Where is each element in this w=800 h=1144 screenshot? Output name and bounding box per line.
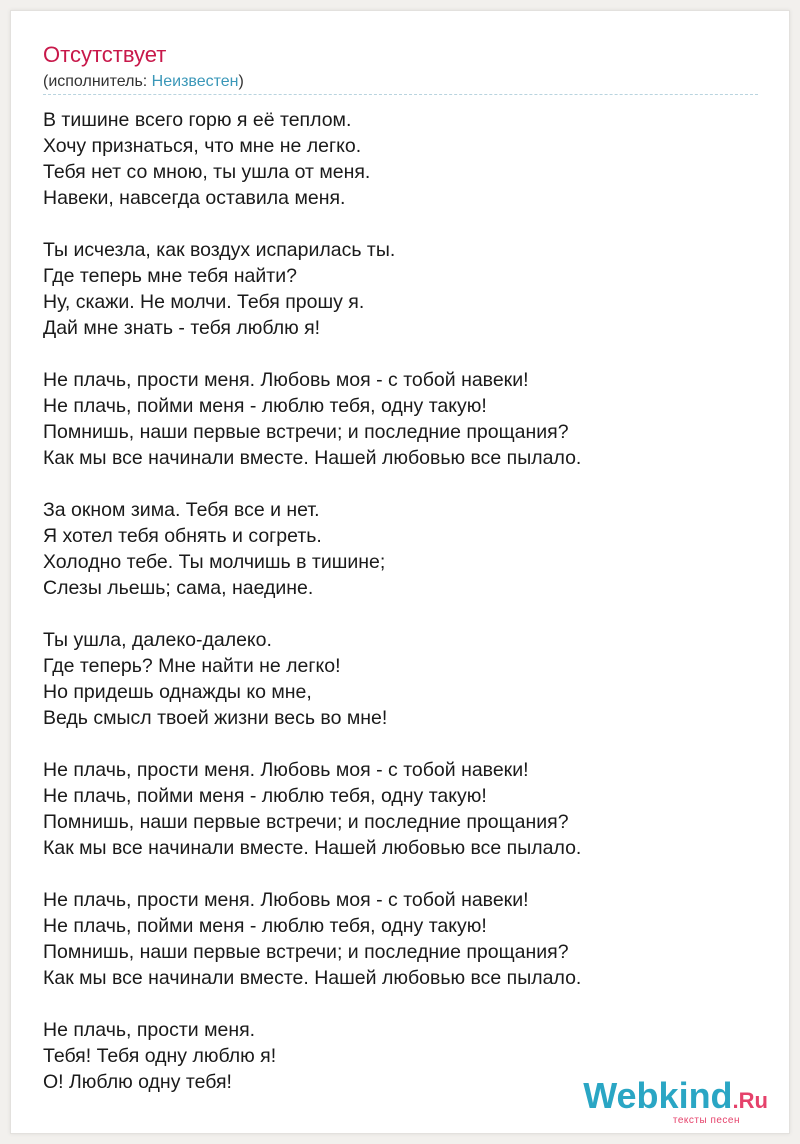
artist-line	[43, 74, 244, 90]
lyric-line: За окном зима. Тебя все и нет.	[43, 499, 320, 521]
lyric-line: Навеки, навсегда оставила меня.	[43, 187, 346, 209]
lyrics-body	[43, 107, 763, 1121]
lyric-line: Помнишь, наши первые встречи; и последние прощания?	[43, 941, 569, 963]
stanza	[43, 497, 763, 601]
lyrics-sheet	[10, 10, 790, 1134]
logo-tld: .Ru	[732, 1088, 768, 1113]
lyric-line: Не плачь, прости меня. Любовь моя - с тобой навеки!	[43, 889, 529, 911]
lyric-line: Помнишь, наши первые встречи; и последние прощания?	[43, 421, 569, 443]
artist-link[interactable]: Неизвестен	[151, 73, 239, 90]
lyric-line: Не плачь, прости меня.	[43, 1019, 256, 1041]
lyric-line: В тишине всего горю я её теплом.	[43, 109, 352, 131]
lyric-line: Ты исчезла, как воздух испарилась ты.	[43, 239, 396, 261]
song-title: Отсутствует	[43, 42, 167, 67]
stanza	[43, 367, 763, 471]
lyric-line: Тебя! Тебя одну люблю я!	[43, 1045, 277, 1067]
lyric-line: Не плачь, пойми меня - люблю тебя, одну такую!	[43, 785, 487, 807]
lyric-line: Как мы все начинали вместе. Нашей любовью все пылало.	[43, 967, 582, 989]
stanza	[43, 237, 763, 341]
lyric-line: Ну, скажи. Не молчи. Тебя прошу я.	[43, 291, 365, 313]
logo-brand: Webkind	[583, 1075, 733, 1116]
lyric-line: Не плачь, прости меня. Любовь моя - с тобой навеки!	[43, 369, 529, 391]
lyric-line: О! Люблю одну тебя!	[43, 1071, 232, 1093]
lyric-line: Не плачь, прости меня. Любовь моя - с тобой навеки!	[43, 759, 529, 781]
lyric-line: Тебя нет со мною, ты ушла от меня.	[43, 161, 371, 183]
stanza	[43, 627, 763, 731]
lyric-line: Помнишь, наши первые встречи; и последние прощания?	[43, 811, 569, 833]
logo-tagline: тексты песен	[672, 1115, 740, 1126]
lyric-line: Не плачь, пойми меня - люблю тебя, одну такую!	[43, 395, 487, 417]
stanza	[43, 757, 763, 861]
lyric-line: Как мы все начинали вместе. Нашей любовью все пылало.	[43, 837, 582, 859]
lyric-line: Слезы льешь; сама, наедине.	[43, 577, 314, 599]
lyric-line: Ведь смысл твоей жизни весь во мне!	[43, 707, 388, 729]
lyric-line: Я хотел тебя обнять и согреть.	[43, 525, 322, 547]
title-divider	[43, 94, 758, 95]
lyric-line: Где теперь? Мне найти не легко!	[43, 655, 341, 677]
site-logo[interactable]	[583, 1075, 768, 1126]
lyric-line: Дай мне знать - тебя люблю я!	[43, 317, 321, 339]
lyric-line: Не плачь, пойми меня - люблю тебя, одну такую!	[43, 915, 487, 937]
lyric-line: Хочу признаться, что мне не легко.	[43, 135, 362, 157]
stanza	[43, 887, 763, 991]
artist-prefix: (исполнитель:	[43, 73, 152, 90]
artist-suffix: )	[238, 73, 244, 90]
lyric-line: Ты ушла, далеко-далеко.	[43, 629, 272, 651]
stanza	[43, 107, 763, 211]
lyric-line: Где теперь мне тебя найти?	[43, 265, 297, 287]
lyric-line: Но придешь однажды ко мне,	[43, 681, 312, 703]
lyric-line: Холодно тебе. Ты молчишь в тишине;	[43, 551, 386, 573]
lyric-line: Как мы все начинали вместе. Нашей любовью все пылало.	[43, 447, 582, 469]
